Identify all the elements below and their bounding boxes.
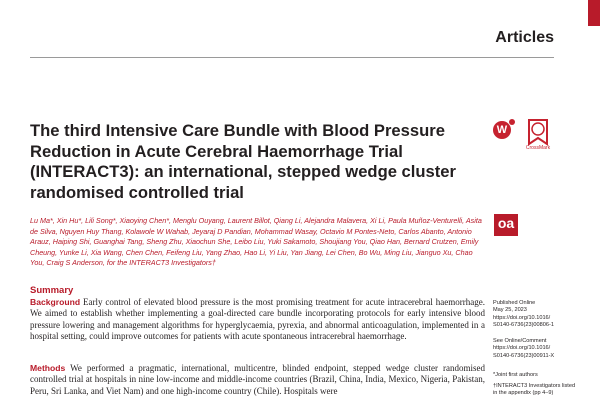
summary-heading: Summary xyxy=(30,285,74,296)
comment-doi-suffix[interactable]: S0140-6736(23)00911-X xyxy=(493,352,555,359)
open-access-badge xyxy=(494,214,518,236)
published-date: May 25, 2023 xyxy=(493,307,527,314)
background-paragraph xyxy=(30,297,485,343)
methods-paragraph xyxy=(30,363,485,397)
investigators-line-1: †INTERACT3 Investigators listed xyxy=(493,383,576,389)
investigators-line-2: in the appendix (pp 4–9) xyxy=(493,390,554,397)
journal-color-tab xyxy=(588,0,600,26)
background-lead: Background xyxy=(30,297,81,307)
background-text: Early control of elevated blood pressure is the most promising treatment for acute intracerebral haemorrhage. We aimed to establish whether implementing a goal-directed care bundle incorporating protocols for early intensive blood pressure lowering and management algorithms for hyperglycaemia, pyrexia, and abnormal anticoagulation, implemented in a hospital setting, could improve outcomes for patients with acute spontaneous intracerebral haemorrhage. xyxy=(30,297,485,342)
article-title: The third Intensive Care Bundle with Blood Pressure Reduction in Acute Cerebral Haemorrhage Trial (INTERACT3): an international, stepped wedge cluster randomised controlled trial xyxy=(30,121,456,202)
investigators-note xyxy=(493,383,588,398)
comment-note xyxy=(493,338,588,360)
published-doi-link[interactable]: https://doi.org/10.1016/ xyxy=(493,314,551,321)
methods-text: We performed a pragmatic, international, multicentre, blinded endpoint, stepped wedge cluster randomised controlled trial at hospitals in nine low-income and middle-income countries (Brazil, China, India, Mexico, Nigeria, Pakistan, Peru, Sri Lanka, and Viet Nam) and one high-income country (Chile). Hospitals were xyxy=(30,363,485,396)
joint-first-authors-note: *Joint first authors xyxy=(493,372,538,378)
methods-lead: Methods xyxy=(30,363,66,373)
crossmark-icon[interactable] xyxy=(525,116,551,148)
published-online-note xyxy=(493,300,588,329)
author-list: Lu Ma*, Xin Hu*, Lili Song*, Xiaoying Chen*, Menglu Ouyang, Laurent Billot, Qiang Li, Alejandra Malavera, Xi Li, Paula Muñoz-Venturelli, Asita de Silva, Nguyen Huy Thang, Kolawole W Wahab, Jeyaraj D Pandian, Mohammad Wasay, Octavio M Pontes-Neto, Carlos Abanto, Antonio Arauz, Haiping Shi, Guanghai Tang, Sheng Zhu, Xiaochun She, Leibo Liu, Yuki Sakamoto, Shoujiang You, Qiao Han, Bernard Crutzen, Emily Cheung, Yunke Li, Xia Wang, Chen Chen, Feifeng Liu, Yang Zhao, Hao Li, Yi Liu, Yan Jiang, Lei Chen, Bo Wu, Ming Liu, Jianguo Xu, Chao You, Craig S Anderson, for the INTERACT3 Investigators† xyxy=(30,216,482,268)
published-label: Published Online xyxy=(493,300,536,306)
section-label: Articles xyxy=(495,29,554,46)
published-doi-suffix[interactable]: S0140-6736(23)00806-1 xyxy=(493,321,554,328)
w-badge-icon[interactable]: W xyxy=(493,121,511,139)
crossmark-label: CrossMark xyxy=(525,145,551,151)
comment-label: See Online/Comment xyxy=(493,338,547,344)
header-rule xyxy=(30,57,554,58)
oa-label: oa xyxy=(497,215,515,231)
comment-doi-link[interactable]: https://doi.org/10.1016/ xyxy=(493,345,551,352)
